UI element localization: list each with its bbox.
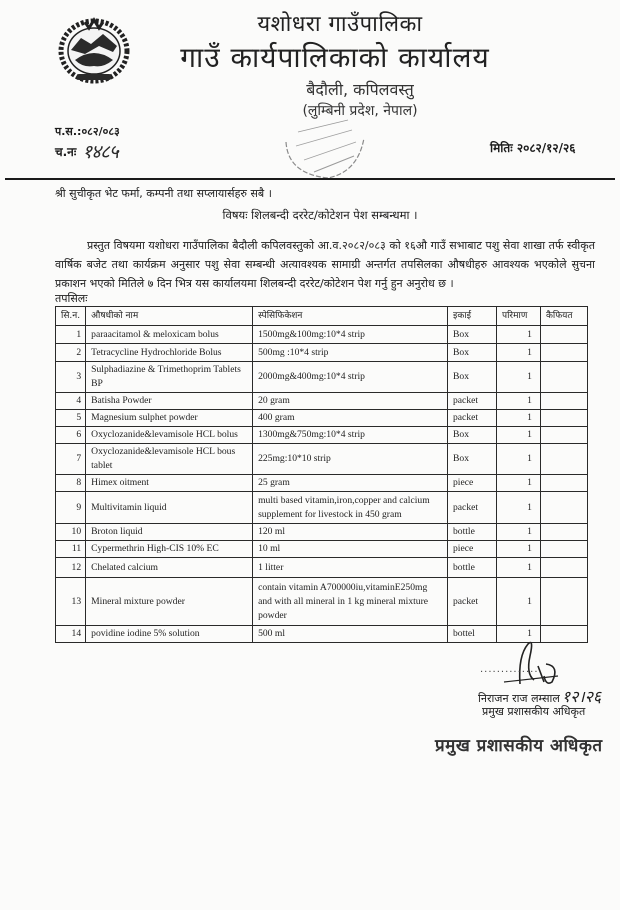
cell-qty: 1 bbox=[496, 558, 540, 578]
cell-qty: 1 bbox=[496, 444, 540, 475]
table-row bbox=[56, 393, 588, 410]
signature-scribble-icon bbox=[500, 636, 560, 686]
cell-spec: 1300mg&750mg:10*4 strip bbox=[253, 427, 448, 444]
col-header-unit: इकाई bbox=[448, 307, 497, 326]
cell-spec: contain vitamin A700000iu,vitaminE250mg and with all mineral in 1 kg mineral mixture powder bbox=[253, 578, 448, 626]
cell-sn: 10 bbox=[56, 524, 86, 541]
cell-unit: piece bbox=[448, 475, 497, 492]
cell-name: Mineral mixture powder bbox=[86, 578, 253, 626]
cell-unit: packet bbox=[448, 578, 497, 626]
cell-name: Chelated calcium bbox=[86, 558, 253, 578]
municipality-name: यशोधरा गाउँपालिका bbox=[257, 12, 423, 37]
dispatch-label: च.नः bbox=[55, 144, 77, 159]
header-divider bbox=[5, 178, 615, 180]
cell-qty: 1 bbox=[496, 578, 540, 626]
table-row bbox=[56, 492, 588, 524]
cell-remark bbox=[540, 344, 587, 362]
cell-remark bbox=[540, 492, 587, 524]
cell-spec: 2000mg&400mg:10*4 strip bbox=[253, 362, 448, 393]
cell-spec: 20 gram bbox=[253, 393, 448, 410]
cell-qty: 1 bbox=[496, 344, 540, 362]
cell-qty: 1 bbox=[496, 362, 540, 393]
table-row bbox=[56, 362, 588, 393]
cell-name: Oxyclozanide&levamisole HCL bolus bbox=[86, 427, 253, 444]
cell-remark bbox=[540, 541, 587, 558]
cell-sn: 8 bbox=[56, 475, 86, 492]
cell-unit: Box bbox=[448, 444, 497, 475]
cell-remark bbox=[540, 326, 587, 344]
cell-qty: 1 bbox=[496, 475, 540, 492]
table-row bbox=[56, 344, 588, 362]
schedule-label: तपसिलः bbox=[55, 292, 88, 305]
cell-qty: 1 bbox=[496, 626, 540, 643]
fiscal-year-reference: प.स.:०८२/०८३ bbox=[55, 125, 120, 138]
cell-unit: packet bbox=[448, 393, 497, 410]
cell-qty: 1 bbox=[496, 541, 540, 558]
body-paragraph: प्रस्तुत विषयमा यशोधरा गाउँपालिका बैदौली कपिलवस्तुको आ.व.२०८२/०८३ को १६औ गाउँ सभाबाट पशु सेवा शाखा तर्फ स्वीकृत वार्षिक बजेट तथा कार्यक्रम अनुसार पशु सेवा सम्बन्धी अत्यावश्यक सामाग्री अन्तर्गत तपसिलका औषधीहरु आवश्यक भएकोले सुचना प्रकाशन भएको मितिले ७ दिन भित्र यस कार्यालयमा शिलबन्दी दररेट/कोटेशन पेश गर्नु हुन अनुरोध छ । bbox=[55, 239, 595, 290]
cell-name: Tetracycline Hydrochloride Bolus bbox=[86, 344, 253, 362]
cell-remark bbox=[540, 475, 587, 492]
table-row bbox=[56, 444, 588, 475]
cell-unit: bottel bbox=[448, 626, 497, 643]
cell-qty: 1 bbox=[496, 427, 540, 444]
cell-remark bbox=[540, 524, 587, 541]
cell-sn: 9 bbox=[56, 492, 86, 524]
cell-spec: 500 ml bbox=[253, 626, 448, 643]
table-row bbox=[56, 410, 588, 427]
cell-unit: bottle bbox=[448, 558, 497, 578]
addressee: श्री सुचीकृत भेट फर्मा, कम्पनी तथा सप्लायार्सहरु सबै । bbox=[55, 187, 272, 200]
cell-name: Cypermethrin High-CIS 10% EC bbox=[86, 541, 253, 558]
table-row bbox=[56, 326, 588, 344]
office-province: (लुम्बिनी प्रदेश, नेपाल) bbox=[302, 103, 418, 119]
cell-qty: 1 bbox=[496, 492, 540, 524]
cell-sn: 11 bbox=[56, 541, 86, 558]
cell-sn: 6 bbox=[56, 427, 86, 444]
cell-unit: Box bbox=[448, 326, 497, 344]
cell-sn: 13 bbox=[56, 578, 86, 626]
cell-unit: bottle bbox=[448, 524, 497, 541]
table-header-row bbox=[56, 307, 588, 326]
cell-qty: 1 bbox=[496, 393, 540, 410]
cell-remark bbox=[540, 410, 587, 427]
cell-name: Batisha Powder bbox=[86, 393, 253, 410]
table-row bbox=[56, 541, 588, 558]
table-body bbox=[56, 326, 588, 643]
office-location: बैदौली, कपिलवस्तु bbox=[306, 80, 414, 99]
signature-handwritten-date: १२।२६ bbox=[561, 687, 602, 706]
cell-sn: 7 bbox=[56, 444, 86, 475]
table-row bbox=[56, 524, 588, 541]
cell-remark bbox=[540, 362, 587, 393]
cell-name: Multivitamin liquid bbox=[86, 492, 253, 524]
cell-spec: 400 gram bbox=[253, 410, 448, 427]
cell-spec: 120 ml bbox=[253, 524, 448, 541]
cell-sn: 2 bbox=[56, 344, 86, 362]
cell-remark bbox=[540, 393, 587, 410]
cell-spec: 225mg:10*10 strip bbox=[253, 444, 448, 475]
table-row bbox=[56, 475, 588, 492]
cell-name: Magnesium sulphet powder bbox=[86, 410, 253, 427]
cell-sn: 14 bbox=[56, 626, 86, 643]
cell-remark bbox=[540, 427, 587, 444]
cell-spec: multi based vitamin,iron,copper and calcium supplement for livestock in 450 gram bbox=[253, 492, 448, 524]
cell-unit: Box bbox=[448, 344, 497, 362]
col-header-sn: सि.न. bbox=[56, 307, 86, 326]
cell-name: povidine iodine 5% solution bbox=[86, 626, 253, 643]
cell-sn: 5 bbox=[56, 410, 86, 427]
cell-unit: Box bbox=[448, 427, 497, 444]
cell-spec: 1 litter bbox=[253, 558, 448, 578]
col-header-spec: स्पेसिफिकेशन bbox=[253, 307, 448, 326]
cell-unit: packet bbox=[448, 492, 497, 524]
cell-spec: 25 gram bbox=[253, 475, 448, 492]
table-row bbox=[56, 427, 588, 444]
col-header-qty: परिमाण bbox=[496, 307, 540, 326]
col-header-remark: कैफियत bbox=[540, 307, 587, 326]
table-row bbox=[56, 558, 588, 578]
cell-sn: 4 bbox=[56, 393, 86, 410]
cell-remark bbox=[540, 444, 587, 475]
signer-title: प्रमुख प्रशासकीय अधिकृत bbox=[482, 705, 586, 718]
cell-remark bbox=[540, 578, 587, 626]
designation-stamp: प्रमुख प्रशासकीय अधिकृत bbox=[435, 736, 603, 756]
cell-spec: 1500mg&100mg:10*4 strip bbox=[253, 326, 448, 344]
cell-sn: 1 bbox=[56, 326, 86, 344]
office-round-stamp-icon bbox=[278, 112, 368, 182]
cell-sn: 3 bbox=[56, 362, 86, 393]
cell-spec: 10 ml bbox=[253, 541, 448, 558]
cell-qty: 1 bbox=[496, 410, 540, 427]
cell-name: paraacitamol & meloxicam bolus bbox=[86, 326, 253, 344]
medicine-table bbox=[55, 306, 588, 643]
dispatch-number bbox=[55, 138, 118, 164]
cell-remark bbox=[540, 558, 587, 578]
cell-spec: 500mg :10*4 strip bbox=[253, 344, 448, 362]
cell-unit: piece bbox=[448, 541, 497, 558]
cell-sn: 12 bbox=[56, 558, 86, 578]
office-name: गाउँ कार्यपालिकाको कार्यालय bbox=[180, 41, 490, 74]
cell-qty: 1 bbox=[496, 524, 540, 541]
cell-unit: Box bbox=[448, 362, 497, 393]
cell-qty: 1 bbox=[496, 326, 540, 344]
table-row bbox=[56, 578, 588, 626]
col-header-name: औषधीको नाम bbox=[86, 307, 253, 326]
signature-line: .............. bbox=[480, 664, 539, 675]
cell-unit: packet bbox=[448, 410, 497, 427]
cell-name: Oxyclozanide&levamisole HCL bous tablet bbox=[86, 444, 253, 475]
dispatch-number-value: १४८५ bbox=[82, 141, 118, 163]
subject-line: विषयः शिलबन्दी दररेट/कोटेशन पेश सम्बन्धमा । bbox=[222, 208, 418, 222]
cell-name: Sulphadiazine & Trimethoprim Tablets BP bbox=[86, 362, 253, 393]
cell-name: Himex oitment bbox=[86, 475, 253, 492]
signer-name: निराजन राज लम्साल bbox=[478, 692, 560, 705]
cell-name: Broton liquid bbox=[86, 524, 253, 541]
letter-date: मितिः २०८२/१२/२६ bbox=[490, 141, 576, 155]
